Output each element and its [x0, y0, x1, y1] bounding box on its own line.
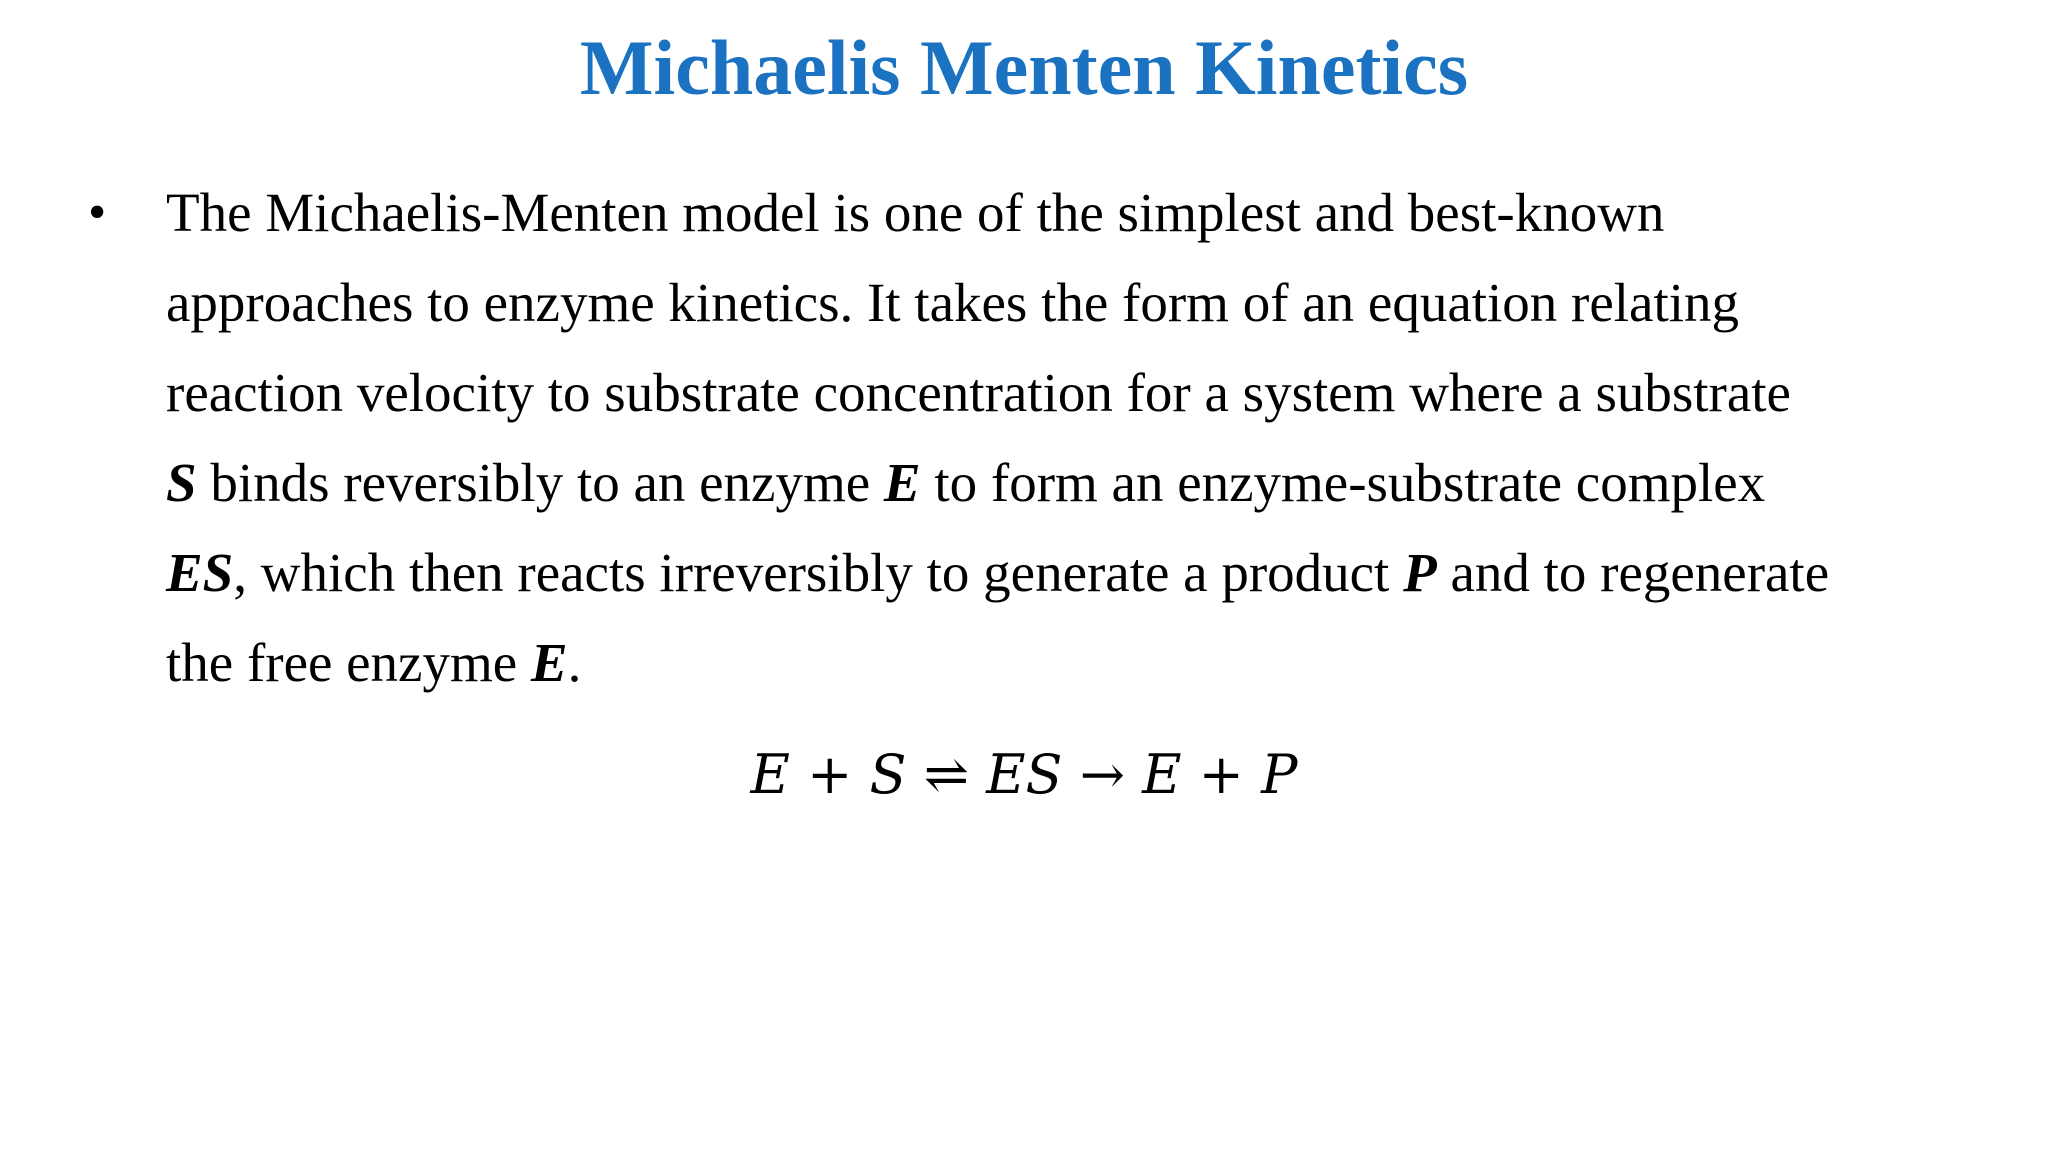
bullet-paragraph: [166, 168, 2048, 708]
enzyme-symbol: E: [883, 452, 921, 513]
paragraph-line-5-mid: , which then reacts irreversibly to generate a product: [233, 542, 1404, 603]
paragraph-line-4-mid: binds reversibly to an enzyme: [196, 452, 884, 513]
paragraph-line-3: reaction velocity to substrate concentration for a system where a substrate: [166, 362, 1791, 423]
paragraph-line-6-start: the free enzyme: [166, 632, 531, 693]
bullet-marker: •: [88, 184, 107, 241]
paragraph-line-1: The Michaelis-Menten model is one of the simplest and best-known: [166, 182, 1665, 243]
free-enzyme-symbol: E: [530, 632, 568, 693]
complex-symbol: ES: [166, 542, 234, 603]
slide-title: Michaelis Menten Kinetics: [579, 24, 1469, 111]
paragraph-line-6-end: .: [567, 632, 582, 693]
paragraph-line-4: [166, 438, 2048, 528]
substrate-symbol: S: [166, 452, 197, 513]
reaction-equation: E + S ⇌ ES → E + P: [750, 743, 1298, 806]
paragraph-line-6: [166, 618, 2048, 708]
paragraph-line-5-end: and to regenerate: [1436, 542, 1830, 603]
paragraph-line-2: approaches to enzyme kinetics. It takes the form of an equation relating: [166, 272, 1740, 333]
product-symbol: P: [1403, 542, 1437, 603]
paragraph-line-5: [166, 528, 2048, 618]
paragraph-line-4-end: to form an enzyme-substrate complex: [920, 452, 1766, 513]
